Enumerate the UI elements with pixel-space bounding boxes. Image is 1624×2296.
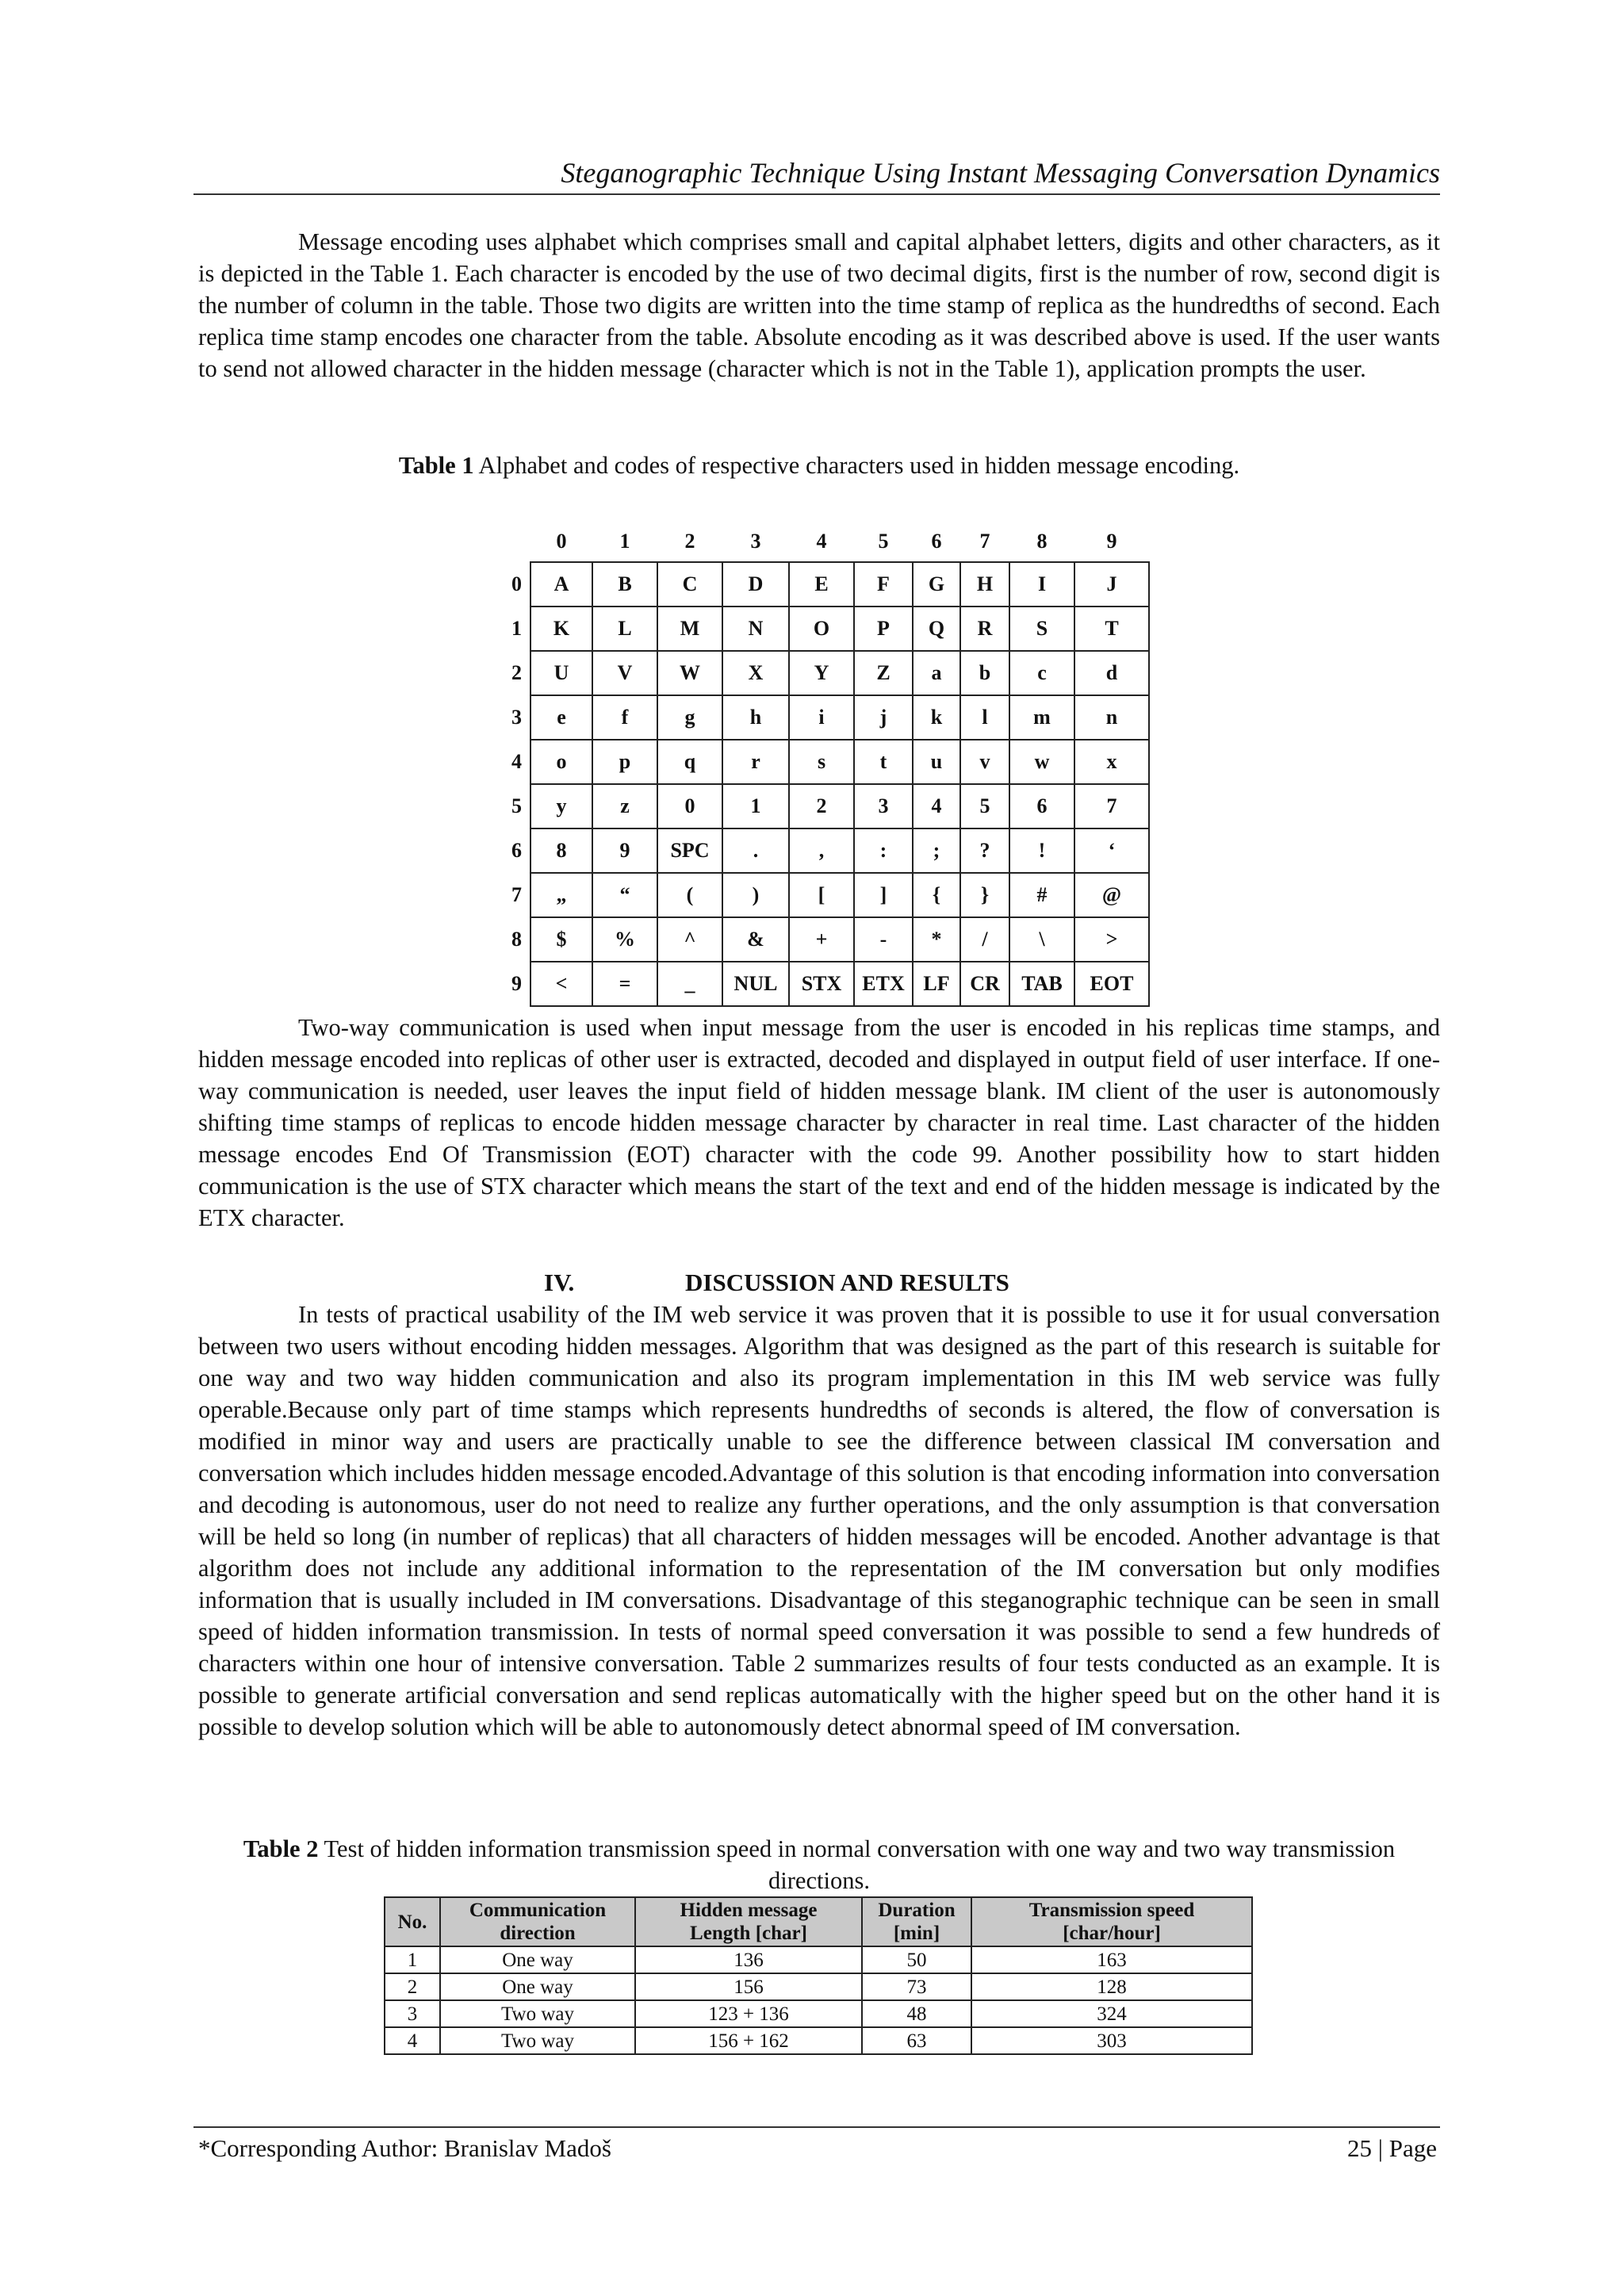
row-header: 5 — [511, 794, 522, 817]
paragraph-discussion — [198, 1299, 1440, 1743]
alphabet-cell: $ — [530, 917, 592, 962]
col-header: 9 — [1106, 530, 1117, 553]
header-text: Transmission speed — [1028, 1900, 1195, 1921]
alphabet-cell: } — [960, 873, 1009, 917]
alphabet-cell: { — [913, 873, 960, 917]
alphabet-cell: 9 — [592, 828, 657, 873]
col-header: 1 — [619, 530, 630, 553]
alphabet-cell: r — [722, 740, 789, 784]
alphabet-cell: STX — [789, 962, 854, 1006]
col-header: 0 — [556, 530, 567, 553]
speed-header-row — [385, 1897, 1252, 1946]
col-header: 5 — [878, 530, 889, 553]
alphabet-cell: / — [960, 917, 1009, 962]
alphabet-row — [490, 695, 1149, 740]
alphabet-cell: g — [657, 695, 722, 740]
header-cell — [440, 1897, 635, 1946]
speed-row — [385, 1973, 1252, 2000]
alphabet-cell: W — [657, 651, 722, 695]
alphabet-cell: n — [1074, 695, 1149, 740]
alphabet-table-container — [490, 522, 1150, 1007]
alphabet-cell: S — [1009, 607, 1074, 651]
alphabet-cell: & — [722, 917, 789, 962]
row-header: 7 — [511, 883, 522, 906]
alphabet-cell: e — [530, 695, 592, 740]
alphabet-row — [490, 828, 1149, 873]
alphabet-cell: u — [913, 740, 960, 784]
col-header: 3 — [750, 530, 761, 553]
alphabet-cell: z — [592, 784, 657, 828]
alphabet-cell: X — [722, 651, 789, 695]
row-header: 9 — [511, 972, 522, 995]
running-header: Steganographic Technique Using Instant Messaging Conversation Dynamics — [193, 155, 1440, 195]
alphabet-cell: ! — [1009, 828, 1074, 873]
alphabet-cell: CR — [960, 962, 1009, 1006]
alphabet-row — [490, 607, 1149, 651]
alphabet-cell: _ — [657, 962, 722, 1006]
alphabet-cell: \ — [1009, 917, 1074, 962]
alphabet-cell: TAB — [1009, 962, 1074, 1006]
col-header: 2 — [684, 530, 695, 553]
table2-caption — [198, 1833, 1440, 1896]
header-cell — [635, 1897, 862, 1946]
alphabet-cell: P — [854, 607, 913, 651]
footer-rule — [193, 2126, 1440, 2128]
alphabet-cell: h — [722, 695, 789, 740]
alphabet-cell: t — [854, 740, 913, 784]
row-header: 3 — [511, 706, 522, 729]
header-cell — [971, 1897, 1252, 1946]
alphabet-cell: w — [1009, 740, 1074, 784]
table1-caption — [198, 450, 1440, 481]
alphabet-cell: E — [789, 562, 854, 607]
alphabet-header-row — [490, 522, 1149, 562]
alphabet-cell: C — [657, 562, 722, 607]
alphabet-cell: ? — [960, 828, 1009, 873]
footer-author: *Corresponding Author: Branislav Madoš — [198, 2134, 611, 2162]
alphabet-cell: M — [657, 607, 722, 651]
alphabet-cell: G — [913, 562, 960, 607]
header-text: [char/hour] — [1063, 1923, 1161, 1944]
alphabet-row — [490, 873, 1149, 917]
alphabet-row — [490, 562, 1149, 607]
table1-label: Table 1 — [398, 452, 474, 479]
alphabet-row — [490, 651, 1149, 695]
alphabet-row — [490, 917, 1149, 962]
speed-row — [385, 1946, 1252, 1973]
alphabet-cell: V — [592, 651, 657, 695]
alphabet-cell: v — [960, 740, 1009, 784]
footer-page-number: 25 | Page — [1347, 2134, 1437, 2162]
col-header: 7 — [979, 530, 990, 553]
alphabet-cell: U — [530, 651, 592, 695]
alphabet-cell: ^ — [657, 917, 722, 962]
alphabet-cell: EOT — [1074, 962, 1149, 1006]
section-number: IV. — [544, 1269, 575, 1296]
paragraph-text: Two-way communication is used when input message from the user is encoded in his replicas time stamps, and hidden message encoded into replicas of other user is extracted, decoded and displayed in output field of user interface. If one-way communication is needed, user leaves the input field of hidden message blank. IM client of the user is autonomously shifting time stamps of replicas to encode hidden message character by character in real time. Last character of the hidden message encodes End Of Transmission (EOT) character with the code 99. Another possibility how to start hidden communication is the use of STX character which means the start of the text and end of the hidden message is indicated by the ETX character. — [198, 1014, 1440, 1231]
alphabet-cell: # — [1009, 873, 1074, 917]
header-cell — [862, 1897, 971, 1946]
row-header: 1 — [511, 617, 522, 640]
alphabet-cell: ‘ — [1074, 828, 1149, 873]
speed-cell: 156 + 162 — [635, 2027, 862, 2054]
speed-cell: 1 — [385, 1946, 440, 1973]
alphabet-cell: L — [592, 607, 657, 651]
corner-cell — [490, 522, 530, 562]
header-text: No. — [397, 1911, 427, 1933]
alphabet-cell: „ — [530, 873, 592, 917]
alphabet-cell: c — [1009, 651, 1074, 695]
alphabet-cell: O — [789, 607, 854, 651]
alphabet-cell: 5 — [960, 784, 1009, 828]
alphabet-cell: 6 — [1009, 784, 1074, 828]
alphabet-cell: s — [789, 740, 854, 784]
alphabet-cell: N — [722, 607, 789, 651]
speed-cell: 303 — [971, 2027, 1252, 2054]
paragraph-message-encoding — [198, 226, 1440, 385]
paragraph-two-way-communication — [198, 1012, 1440, 1234]
alphabet-cell: 8 — [530, 828, 592, 873]
alphabet-cell: D — [722, 562, 789, 607]
alphabet-cell: x — [1074, 740, 1149, 784]
header-text: Communication — [469, 1900, 607, 1921]
speed-cell: 128 — [971, 1973, 1252, 2000]
alphabet-row — [490, 962, 1149, 1006]
alphabet-cell: 3 — [854, 784, 913, 828]
alphabet-cell: R — [960, 607, 1009, 651]
alphabet-cell: LF — [913, 962, 960, 1006]
alphabet-cell: q — [657, 740, 722, 784]
alphabet-cell: p — [592, 740, 657, 784]
alphabet-cell: f — [592, 695, 657, 740]
header-text: direction — [500, 1923, 576, 1944]
col-header: 8 — [1036, 530, 1048, 553]
alphabet-cell: o — [530, 740, 592, 784]
header-text: [min] — [893, 1923, 940, 1944]
alphabet-cell: NUL — [722, 962, 789, 1006]
alphabet-cell: ) — [722, 873, 789, 917]
alphabet-cell: , — [789, 828, 854, 873]
speed-cell: 73 — [862, 1973, 971, 2000]
alphabet-cell: b — [960, 651, 1009, 695]
alphabet-cell: % — [592, 917, 657, 962]
speed-cell: 136 — [635, 1946, 862, 1973]
alphabet-row — [490, 740, 1149, 784]
alphabet-cell: I — [1009, 562, 1074, 607]
alphabet-cell: 7 — [1074, 784, 1149, 828]
alphabet-cell: + — [789, 917, 854, 962]
speed-cell: 48 — [862, 2000, 971, 2027]
alphabet-cell: < — [530, 962, 592, 1006]
row-header: 6 — [511, 839, 522, 862]
speed-cell: Two way — [440, 2000, 635, 2027]
paragraph-text: Message encoding uses alphabet which comprises small and capital alphabet letters, digits and other characters, as it is depicted in the Table 1. Each character is encoded by the use of two decimal digits, first is the number of row, second digit is the number of column in the table. Those two digits are written into the time stamp of replica as the hundredths of second. Each replica time stamp encodes one character from the table. Absolute encoding as it was described above is used. If the user wants to send not allowed character in the hidden message (character which is not in the Table 1), application prompts the user. — [198, 228, 1440, 382]
alphabet-cell: j — [854, 695, 913, 740]
alphabet-cell: A — [530, 562, 592, 607]
table2-caption-text: Test of hidden information transmission speed in normal conversation with one way and two way transmission directions. — [318, 1835, 1396, 1894]
row-header: 8 — [511, 928, 522, 951]
alphabet-cell: > — [1074, 917, 1149, 962]
alphabet-cell: l — [960, 695, 1009, 740]
alphabet-cell: y — [530, 784, 592, 828]
alphabet-cell: - — [854, 917, 913, 962]
alphabet-cell: 1 — [722, 784, 789, 828]
alphabet-table — [490, 522, 1150, 1007]
alphabet-cell: . — [722, 828, 789, 873]
speed-row — [385, 2000, 1252, 2027]
alphabet-cell: Q — [913, 607, 960, 651]
speed-row — [385, 2027, 1252, 2054]
speed-table-body — [385, 1946, 1252, 2054]
alphabet-cell: J — [1074, 562, 1149, 607]
speed-cell: 63 — [862, 2027, 971, 2054]
alphabet-cell: 2 — [789, 784, 854, 828]
row-header: 4 — [511, 750, 522, 773]
table1-caption-text: Alphabet and codes of respective characters used in hidden message encoding. — [473, 452, 1240, 479]
speed-cell: 50 — [862, 1946, 971, 1973]
alphabet-cell: ETX — [854, 962, 913, 1006]
alphabet-row — [490, 784, 1149, 828]
alphabet-cell: [ — [789, 873, 854, 917]
alphabet-cell: T — [1074, 607, 1149, 651]
alphabet-cell: k — [913, 695, 960, 740]
alphabet-cell: 0 — [657, 784, 722, 828]
speed-cell: 4 — [385, 2027, 440, 2054]
header-text: Duration — [878, 1900, 956, 1921]
alphabet-cell: 4 — [913, 784, 960, 828]
table2-label: Table 2 — [243, 1835, 319, 1862]
alphabet-cell: : — [854, 828, 913, 873]
speed-cell: One way — [440, 1946, 635, 1973]
col-header: 6 — [931, 530, 942, 553]
header-text: Length [char] — [690, 1923, 807, 1944]
alphabet-cell: d — [1074, 651, 1149, 695]
speed-cell: 2 — [385, 1973, 440, 2000]
alphabet-cell: ] — [854, 873, 913, 917]
speed-cell: Two way — [440, 2027, 635, 2054]
row-header: 0 — [511, 572, 522, 595]
alphabet-cell: F — [854, 562, 913, 607]
alphabet-cell: i — [789, 695, 854, 740]
paragraph-text: In tests of practical usability of the IM web service it was proven that it is possible to use it for usual conversation between two users without encoding hidden messages. Algorithm that was designed as the part of this research is suitable for one way and two way hidden communication and also its program implementation in this IM web service was fully operable.Because only part of time stamps which represents hundredths of seconds is altered, the flow of conversation is modified in minor way and users are practically unable to see the difference between classical IM conversation and conversation which includes hidden message encoded.Advantage of this solution is that encoding information into conversation and decoding is autonomous, user do not need to realize any further operations, and the only assumption is that conversation will be held so long (in number of replicas) that all characters of hidden messages will be encoded. Another advantage is that algorithm does not include any additional information to the representation of the IM conversation but only modifies information that is usually included in IM conversations. Disadvantage of this steganographic technique can be seen in small speed of hidden information transmission. In tests of normal speed conversation it was possible to send a few hundreds of characters within one hour of intensive conversation. Table 2 summarizes results of four tests conducted as an example. It is possible to generate artificial conversation and send replicas automatically with the higher speed but on the other hand it is possible to develop solution which will be able to autonomously detect abnormal speed of IM conversation. — [198, 1301, 1440, 1740]
alphabet-cell: = — [592, 962, 657, 1006]
alphabet-cell: Y — [789, 651, 854, 695]
alphabet-cell: B — [592, 562, 657, 607]
alphabet-table-body — [490, 562, 1149, 1006]
alphabet-cell: H — [960, 562, 1009, 607]
speed-cell: 156 — [635, 1973, 862, 2000]
alphabet-cell: m — [1009, 695, 1074, 740]
col-header: 4 — [816, 530, 827, 553]
speed-cell: 3 — [385, 2000, 440, 2027]
alphabet-cell: K — [530, 607, 592, 651]
speed-cell: 123 + 136 — [635, 2000, 862, 2027]
alphabet-cell: “ — [592, 873, 657, 917]
speed-cell: 163 — [971, 1946, 1252, 1973]
alphabet-cell: ; — [913, 828, 960, 873]
speed-cell: One way — [440, 1973, 635, 2000]
header-cell — [385, 1897, 440, 1946]
alphabet-cell: Z — [854, 651, 913, 695]
speed-cell: 324 — [971, 2000, 1252, 2027]
row-header: 2 — [511, 661, 522, 684]
alphabet-cell: SPC — [657, 828, 722, 873]
section-title: DISCUSSION AND RESULTS — [685, 1269, 1009, 1296]
alphabet-cell: a — [913, 651, 960, 695]
alphabet-cell: ( — [657, 873, 722, 917]
speed-table — [384, 1896, 1253, 2055]
alphabet-cell: @ — [1074, 873, 1149, 917]
header-text: Hidden message — [680, 1900, 818, 1921]
alphabet-cell: * — [913, 917, 960, 962]
